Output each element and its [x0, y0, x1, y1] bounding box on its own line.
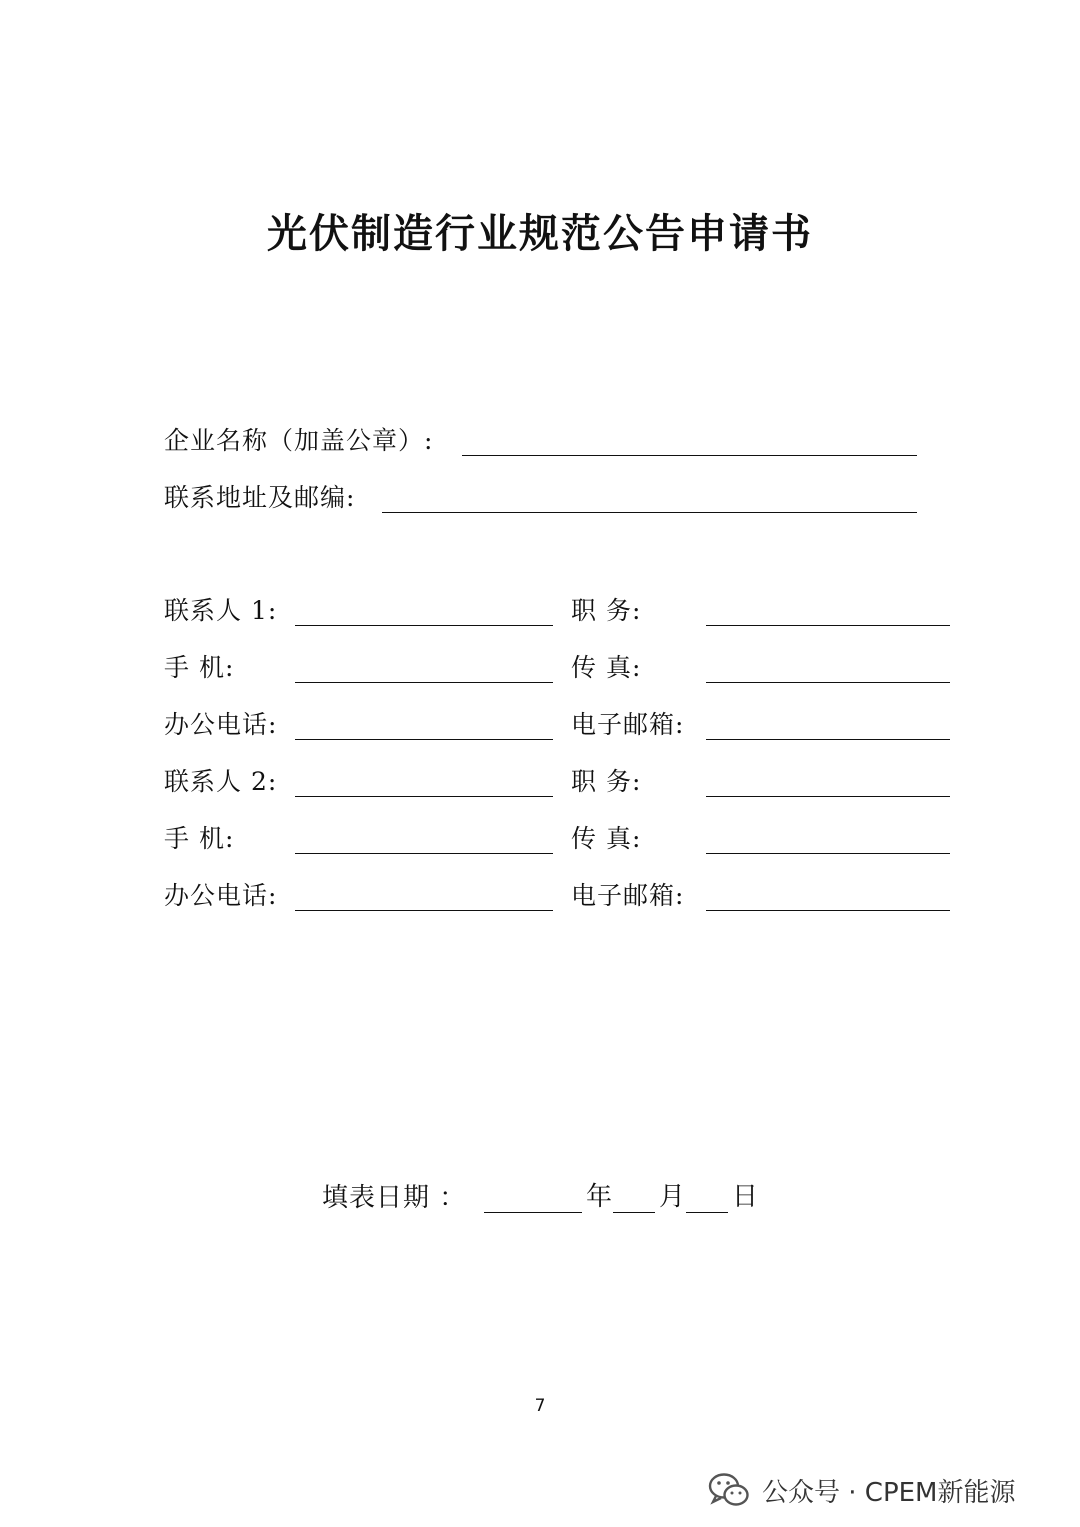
contact1-mobile-field[interactable]: [295, 682, 553, 683]
contact2-mobile-field[interactable]: [295, 853, 553, 854]
contact1-mobile-label: 手 机:: [164, 653, 235, 682]
contact2-office-phone-label: 办公电话:: [164, 881, 278, 910]
address-field[interactable]: [382, 512, 917, 513]
contact1-label: 联系人 1:: [164, 596, 278, 625]
contact2-email-label: 电子邮箱:: [571, 881, 685, 910]
day-label: 日: [732, 1182, 759, 1212]
contact1-fax-field[interactable]: [706, 682, 950, 683]
contact1-field[interactable]: [295, 625, 553, 626]
contact2-field[interactable]: [295, 796, 553, 797]
watermark-text: 公众号 · CPEM新能源: [762, 1477, 1016, 1508]
contact1-fax-label: 传 真:: [571, 653, 642, 682]
watermark: [708, 1465, 1016, 1515]
fill-date-row: [322, 1180, 466, 1216]
contact2-label: 联系人 2:: [164, 767, 278, 796]
contact2-fax-label: 传 真:: [571, 824, 642, 853]
document-title: 光伏制造行业规范公告申请书: [267, 210, 813, 257]
wechat-icon: [708, 1472, 750, 1508]
company-name-label: 企业名称（加盖公章）:: [164, 426, 434, 455]
contact1-email-label: 电子邮箱:: [571, 710, 685, 739]
contact2-office-phone-field[interactable]: [295, 910, 553, 911]
year-field[interactable]: [484, 1212, 582, 1213]
day-field[interactable]: [686, 1212, 728, 1213]
year-label: 年: [586, 1182, 613, 1212]
contact1-position-label: 职 务:: [571, 596, 642, 625]
contact2-mobile-label: 手 机:: [164, 824, 235, 853]
contact2-fax-field[interactable]: [706, 853, 950, 854]
contact1-email-field[interactable]: [706, 739, 950, 740]
contact2-email-field[interactable]: [706, 910, 950, 911]
company-name-field[interactable]: [462, 455, 917, 456]
contact1-position-field[interactable]: [706, 625, 950, 626]
contact1-office-phone-field[interactable]: [295, 739, 553, 740]
page-number: 7: [534, 1396, 546, 1416]
contact2-position-field[interactable]: [706, 796, 950, 797]
address-label: 联系地址及邮编:: [164, 483, 356, 512]
fill-date-label: 填表日期 ：: [322, 1183, 467, 1213]
contact1-office-phone-label: 办公电话:: [164, 710, 278, 739]
contact2-position-label: 职 务:: [571, 767, 642, 796]
month-field[interactable]: [613, 1212, 655, 1213]
month-label: 月: [659, 1182, 686, 1212]
